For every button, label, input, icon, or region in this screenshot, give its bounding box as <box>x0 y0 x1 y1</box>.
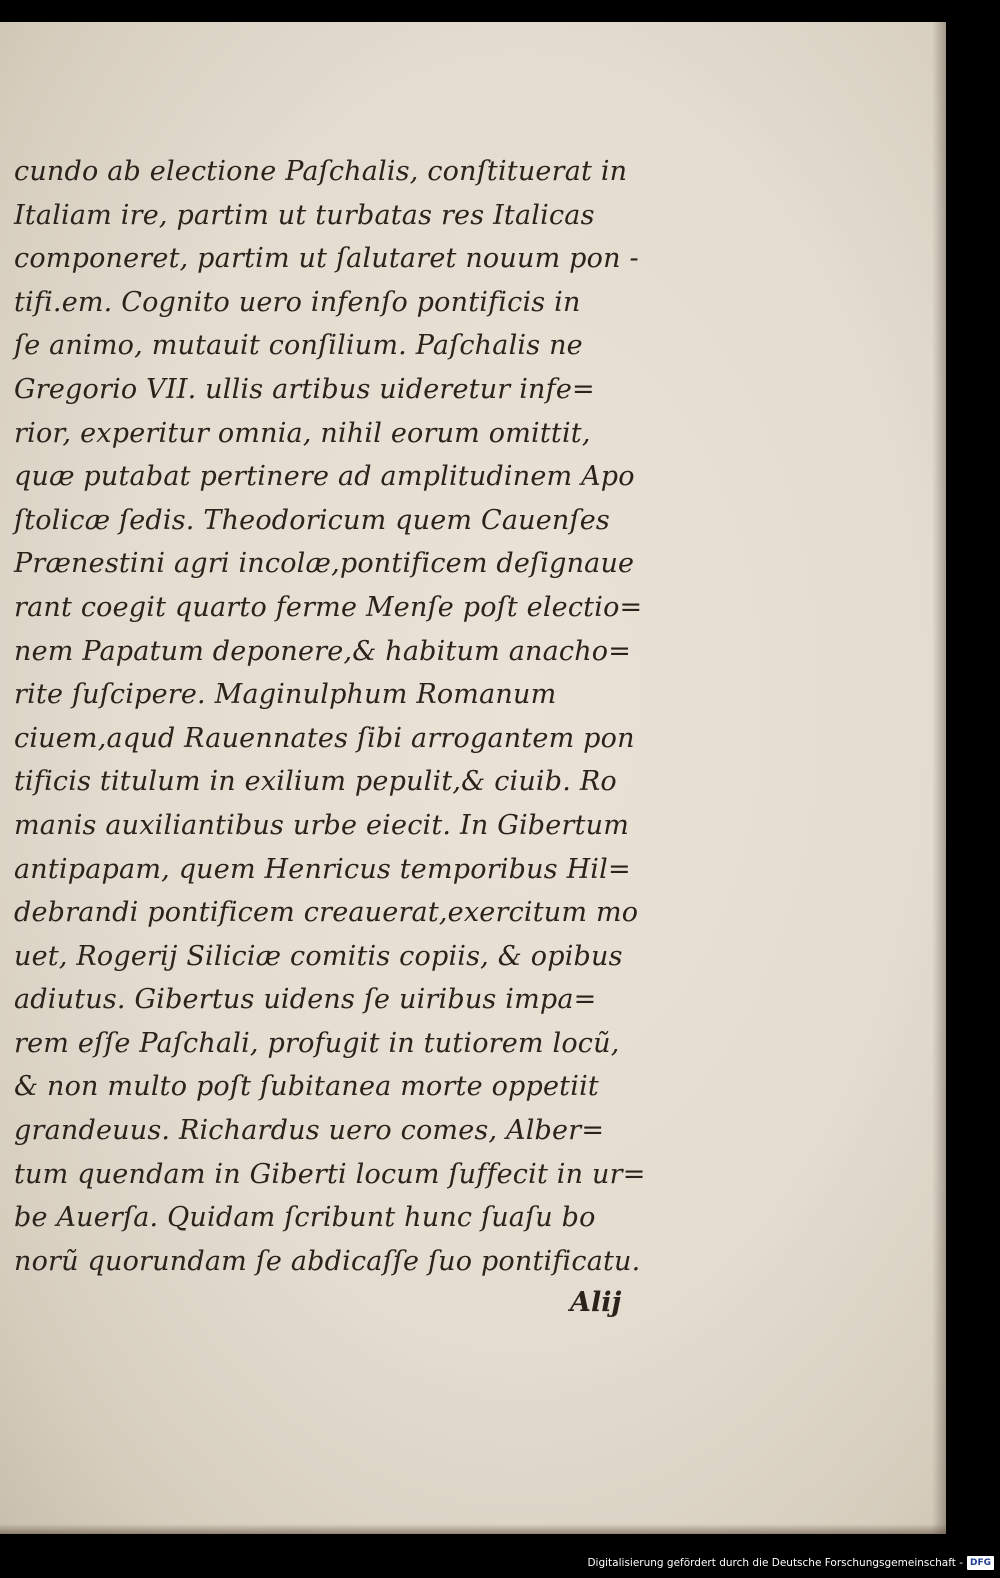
text-line: Gregorio VII. ullis artibus uideretur infe= <box>14 373 595 405</box>
dfg-logo: DFG <box>967 1556 994 1570</box>
text-line: componeret, partim ut ſalutaret nouum pon - <box>14 243 639 275</box>
text-line: rant coegit quarto ferme Menſe poſt electio= <box>14 591 643 623</box>
text-line: norũ quorundam ſe abdicaſſe ſuo pontificatu. <box>14 1245 641 1277</box>
text-line: tifi.em. Cognito uero infenſo pontificis in <box>14 286 581 318</box>
text-line: cundo ab electione Paſchalis, conſtituerat in <box>14 156 628 187</box>
text-line: rem eſſe Paſchali, profugit in tutiorem locũ, <box>14 1027 620 1059</box>
text-line: ſtolicæ ſedis. Theodoricum quem Cauenſes <box>14 504 610 536</box>
text-line: debrandi pontificem creauerat,exercitum mo <box>14 897 639 929</box>
text-line: rior, experitur omnia, nihil eorum omittit, <box>14 417 591 449</box>
text-line: Italiam ire, partim ut turbatas res Italicas <box>14 199 595 231</box>
text-line: manis auxiliantibus urbe eiecit. In Gibertum <box>14 809 630 841</box>
text-line: nem Papatum deponere,& habitum anacho= <box>14 635 632 667</box>
text-line: ciuem,aqud Rauennates ſibi arrogantem pon <box>14 722 635 754</box>
credit-text: Digitalisierung gefördert durch die Deutsche Forschungsgemeinschaft - <box>587 1557 963 1569</box>
text-line: be Auerſa. Quidam ſcribunt hunc ſuaſu bo <box>14 1202 596 1234</box>
page-bottom-edge <box>0 1524 946 1534</box>
text-line: adiutus. Gibertus uidens ſe uiribus impa= <box>14 984 597 1016</box>
page-text <box>14 150 646 1283</box>
text-line: quæ putabat pertinere ad amplitudinem Apo <box>14 461 635 493</box>
page-edge-shadow <box>932 22 946 1534</box>
book-page <box>0 22 946 1534</box>
catchword: Alij <box>570 1287 622 1318</box>
text-line: ſe animo, mutauit conſilium. Paſchalis ne <box>14 330 583 362</box>
text-line: tum quendam in Giberti locum ſuffecit in ur= <box>14 1158 646 1190</box>
text-line: & non multo poſt ſubitanea morte oppetiit <box>14 1071 599 1103</box>
text-line: rite ſuſcipere. Maginulphum Romanum <box>14 679 557 711</box>
text-line: grandeuus. Richardus uero comes, Alber= <box>14 1115 605 1147</box>
text-line: uet, Rogerij Siliciæ comitis copiis, & opibus <box>14 940 623 972</box>
text-line: antipapam, quem Henricus temporibus Hil= <box>14 853 631 885</box>
digitization-credit <box>587 1554 1000 1572</box>
text-line: tificis titulum in exilium pepulit,& ciuib. Ro <box>14 766 617 798</box>
text-line: Prænestini agri incolæ,pontificem deſignaue <box>14 548 635 580</box>
